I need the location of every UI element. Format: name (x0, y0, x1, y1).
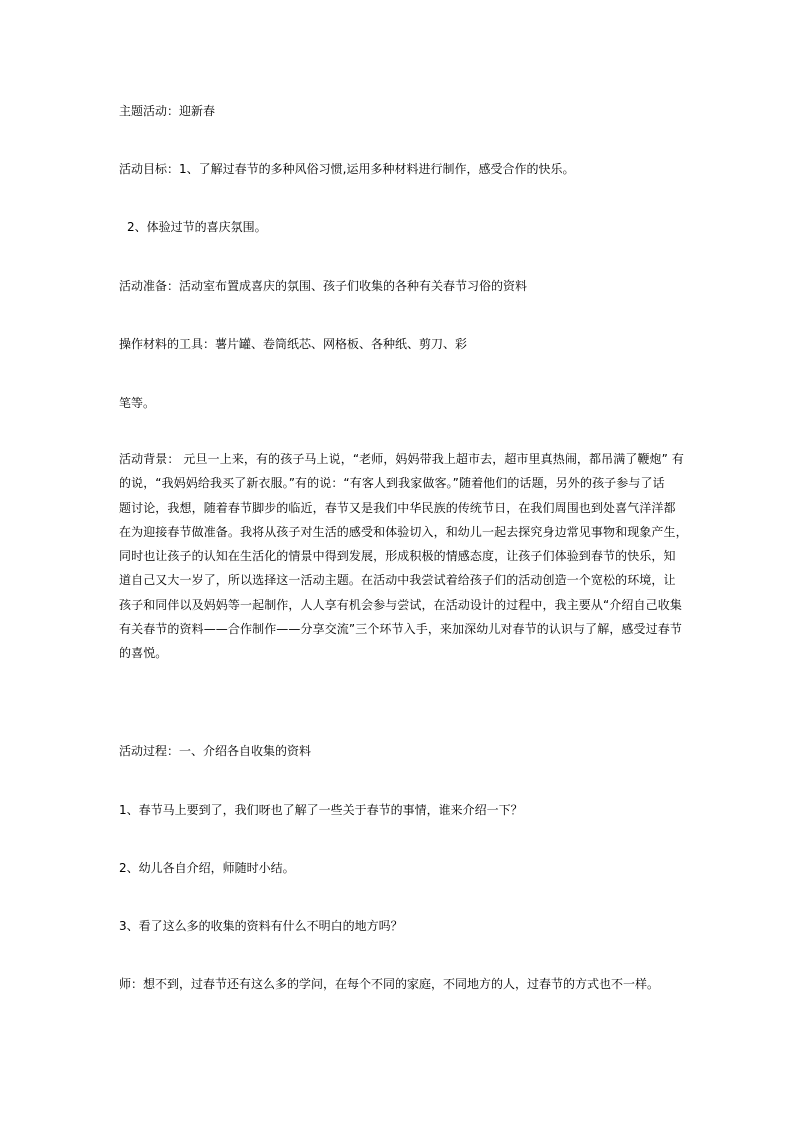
background-paragraph (119, 447, 688, 666)
goal-line-2: 2、体验过节的喜庆氛围。 (127, 220, 267, 234)
background-line: 在为迎接春节做准备。我将从孩子对生活的感受和体验切入，和幼儿一起去探究身边常见事物和现象产生， (119, 524, 688, 539)
background-line: 的说，“我妈妈给我买了新衣服。”有的说：“有客人到我家做客。”随着他们的话题，另外的孩子参与了话 (119, 476, 665, 491)
background-line: 有关春节的资料——合作制作——分享交流”三个环节入手，来加深幼儿对春节的认识与了解，感受过春节 (119, 622, 682, 637)
background-line: 孩子和同伴以及妈妈等一起制作，人人享有机会参与尝试，在活动设计的过程中，我主要从“介绍自己收集 (119, 597, 682, 612)
theme-line: 主题活动：迎新春 (119, 104, 216, 118)
background-line: 题讨论，我想，随着春节脚步的临近，春节又是我们中华民族的传统节日，在我们周围也到处喜气洋洋都 (119, 500, 676, 515)
background-line: 的喜悦。 (119, 646, 168, 661)
background-line: 活动背景： 元旦一上来，有的孩子马上说，“老师，妈妈带我上超市去，超市里真热闹，都吊满了鞭炮” 有 (119, 452, 684, 466)
teacher-remark: 师：想不到，过春节还有这么多的学问，在每个不同的家庭，不同地方的人，过春节的方式也不一样。 (119, 977, 660, 991)
process-step-1: 1、春节马上要到了，我们呀也了解了一些关于春节的事情，谁来介绍一下？ (119, 803, 523, 817)
process-title: 活动过程：一、介绍各自收集的资料 (119, 744, 312, 758)
background-line: 道自己又大一岁了，所以选择这一活动主题。在活动中我尝试着给孩子们的活动创造一个宽松的环境，让 (119, 573, 676, 588)
tools-line-1: 操作材料的工具：薯片罐、卷筒纸芯、网格板、各种纸、剪刀、彩 (119, 337, 468, 351)
process-step-3: 3、看了这么多的收集的资料有什么不明白的地方吗？ (119, 919, 403, 933)
goal-line-1: 活动目标：1、了解过春节的多种风俗习惯,运用多种材料进行制作，感受合作的快乐。 (119, 162, 575, 176)
process-step-2: 2、幼儿各自介绍，师随时小结。 (119, 861, 295, 875)
background-line: 同时也让孩子的认知在生活化的情景中得到发展，形成积极的情感态度，让孩子们体验到春节的快乐，知 (119, 549, 676, 564)
tools-line-2: 笔等。 (119, 396, 156, 410)
preparation-line: 活动准备：活动室布置成喜庆的氛围、孩子们收集的各种有关春节习俗的资料 (119, 279, 528, 293)
